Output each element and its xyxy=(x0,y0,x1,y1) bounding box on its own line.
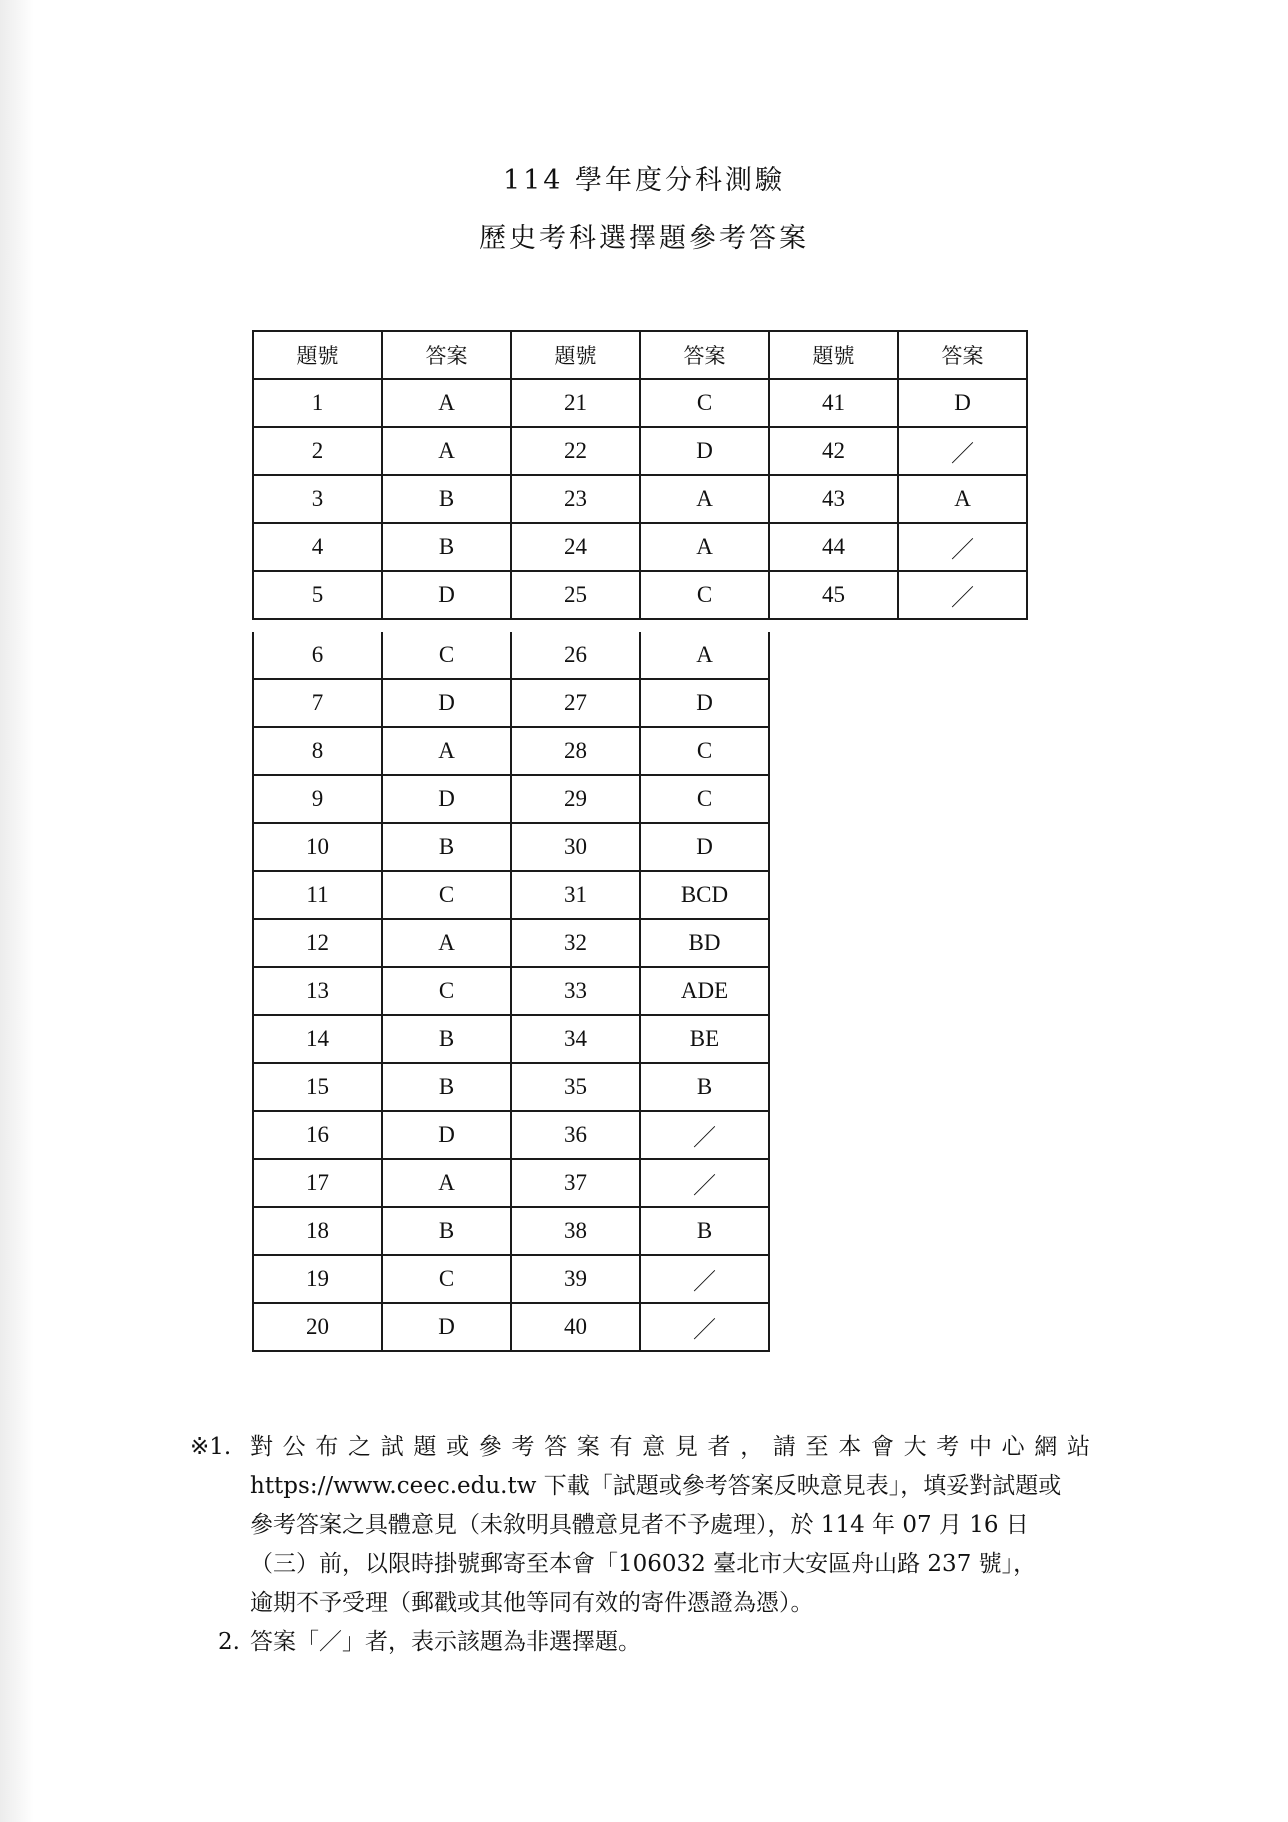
question-number: 32 xyxy=(511,919,640,967)
answer-cell: ADE xyxy=(640,967,769,1015)
answer-cell: C xyxy=(382,967,511,1015)
table-row xyxy=(253,379,1027,427)
header-cell: 題號 xyxy=(253,331,382,379)
table-row xyxy=(253,1063,769,1111)
table-row xyxy=(253,679,769,727)
document-subtitle: 歷史考科選擇題參考答案 xyxy=(479,223,809,254)
answer-cell: C xyxy=(382,871,511,919)
note-line: 答案「／」者，表示該題為非選擇題。 xyxy=(250,1629,641,1655)
table-row xyxy=(253,632,769,679)
question-number: 23 xyxy=(511,475,640,523)
table-row xyxy=(253,967,769,1015)
question-number: 44 xyxy=(769,523,898,571)
answer-cell: C xyxy=(382,632,511,679)
table-row xyxy=(253,475,1027,523)
table-row xyxy=(253,427,1027,475)
answer-cell: C xyxy=(640,775,769,823)
question-number: 35 xyxy=(511,1063,640,1111)
question-number: 8 xyxy=(253,727,382,775)
table-row xyxy=(253,871,769,919)
question-number: 42 xyxy=(769,427,898,475)
note-2 xyxy=(190,1623,1090,1662)
answer-cell: A xyxy=(640,523,769,571)
answer-cell: D xyxy=(898,379,1027,427)
table-row xyxy=(253,1255,769,1303)
answer-cell: B xyxy=(382,475,511,523)
answer-cell: B xyxy=(382,1015,511,1063)
note-marker: ※1. xyxy=(190,1434,232,1460)
answer-cell: ／ xyxy=(640,1111,769,1159)
document-title: 114 學年度分科測驗 xyxy=(502,165,786,196)
table-row xyxy=(253,823,769,871)
answer-cell: D xyxy=(382,775,511,823)
question-number: 6 xyxy=(253,632,382,679)
answer-cell: A xyxy=(382,379,511,427)
answer-cell: C xyxy=(640,727,769,775)
question-number: 34 xyxy=(511,1015,640,1063)
question-number: 13 xyxy=(253,967,382,1015)
answer-table-full-width xyxy=(252,330,1028,620)
answer-cell: D xyxy=(382,679,511,727)
answer-cell: D xyxy=(640,679,769,727)
question-number: 11 xyxy=(253,871,382,919)
answer-cell: D xyxy=(640,427,769,475)
table-row xyxy=(253,727,769,775)
question-number: 40 xyxy=(511,1303,640,1351)
answer-cell: B xyxy=(382,823,511,871)
answer-cell: ／ xyxy=(898,571,1027,619)
question-number: 37 xyxy=(511,1159,640,1207)
answer-cell: C xyxy=(640,379,769,427)
note-line: 參考答案之具體意見（未敘明具體意見者不予處理），於 114 年 07 月 16 日 xyxy=(250,1512,1029,1538)
answer-cell: D xyxy=(382,1111,511,1159)
answer-cell: BD xyxy=(640,919,769,967)
answer-cell: B xyxy=(382,1063,511,1111)
answer-cell: B xyxy=(640,1207,769,1255)
table-row xyxy=(253,1159,769,1207)
note-line: 逾期不予受理（郵戳或其他等同有效的寄件憑證為憑）。 xyxy=(250,1590,814,1616)
answer-cell: A xyxy=(640,632,769,679)
table-row xyxy=(253,1111,769,1159)
question-number: 1 xyxy=(253,379,382,427)
header-cell: 答案 xyxy=(640,331,769,379)
question-number: 33 xyxy=(511,967,640,1015)
question-number: 27 xyxy=(511,679,640,727)
question-number: 7 xyxy=(253,679,382,727)
answer-cell: A xyxy=(898,475,1027,523)
question-number: 12 xyxy=(253,919,382,967)
question-number: 25 xyxy=(511,571,640,619)
answer-cell: A xyxy=(382,919,511,967)
question-number: 43 xyxy=(769,475,898,523)
question-number: 22 xyxy=(511,427,640,475)
answer-cell: BE xyxy=(640,1015,769,1063)
question-number: 38 xyxy=(511,1207,640,1255)
answer-cell: ／ xyxy=(640,1303,769,1351)
question-number: 28 xyxy=(511,727,640,775)
answer-cell: ／ xyxy=(640,1159,769,1207)
note-line: 對公布之試題或參考答案有意見者，請至本會大考中心網站 xyxy=(250,1434,1090,1460)
header-cell: 答案 xyxy=(382,331,511,379)
note-marker: 2. xyxy=(218,1629,240,1655)
answer-cell: B xyxy=(640,1063,769,1111)
answer-cell: ／ xyxy=(898,523,1027,571)
answer-cell: BCD xyxy=(640,871,769,919)
question-number: 15 xyxy=(253,1063,382,1111)
question-number: 16 xyxy=(253,1111,382,1159)
question-number: 36 xyxy=(511,1111,640,1159)
question-number: 45 xyxy=(769,571,898,619)
answer-cell: ／ xyxy=(898,427,1027,475)
table-row xyxy=(253,775,769,823)
notes-section xyxy=(190,1428,1090,1662)
question-number: 26 xyxy=(511,632,640,679)
question-number: 24 xyxy=(511,523,640,571)
table-header-row xyxy=(253,331,1027,379)
answer-cell: C xyxy=(382,1255,511,1303)
note-1 xyxy=(190,1428,1090,1623)
answer-cell: A xyxy=(382,1159,511,1207)
question-number: 41 xyxy=(769,379,898,427)
table-row xyxy=(253,1303,769,1351)
table-row xyxy=(253,571,1027,619)
answer-cell: C xyxy=(640,571,769,619)
answer-cell: ／ xyxy=(640,1255,769,1303)
answer-cell: D xyxy=(640,823,769,871)
answer-table-continued xyxy=(252,632,770,1352)
question-number: 10 xyxy=(253,823,382,871)
question-number: 9 xyxy=(253,775,382,823)
question-number: 29 xyxy=(511,775,640,823)
note-line: （三）前，以限時掛號郵寄至本會「106032 臺北市大安區舟山路 237 號」， xyxy=(250,1551,1037,1577)
header-cell: 答案 xyxy=(898,331,1027,379)
table-row xyxy=(253,1015,769,1063)
question-number: 20 xyxy=(253,1303,382,1351)
question-number: 39 xyxy=(511,1255,640,1303)
answer-cell: B xyxy=(382,1207,511,1255)
question-number: 5 xyxy=(253,571,382,619)
question-number: 30 xyxy=(511,823,640,871)
question-number: 4 xyxy=(253,523,382,571)
question-number: 2 xyxy=(253,427,382,475)
answer-cell: A xyxy=(382,427,511,475)
table-row xyxy=(253,523,1027,571)
question-number: 31 xyxy=(511,871,640,919)
answer-cell: B xyxy=(382,523,511,571)
header-cell: 題號 xyxy=(511,331,640,379)
question-number: 18 xyxy=(253,1207,382,1255)
question-number: 19 xyxy=(253,1255,382,1303)
table-row xyxy=(253,1207,769,1255)
note-line: https://www.ceec.edu.tw 下載「試題或參考答案反映意見表」，填妥對試題或 xyxy=(250,1473,1062,1499)
table-row xyxy=(253,919,769,967)
answer-cell: D xyxy=(382,571,511,619)
header-cell: 題號 xyxy=(769,331,898,379)
answer-cell: A xyxy=(640,475,769,523)
question-number: 3 xyxy=(253,475,382,523)
answer-cell: D xyxy=(382,1303,511,1351)
answer-cell: A xyxy=(382,727,511,775)
question-number: 17 xyxy=(253,1159,382,1207)
question-number: 14 xyxy=(253,1015,382,1063)
question-number: 21 xyxy=(511,379,640,427)
page-edge-shadow xyxy=(0,0,34,1822)
